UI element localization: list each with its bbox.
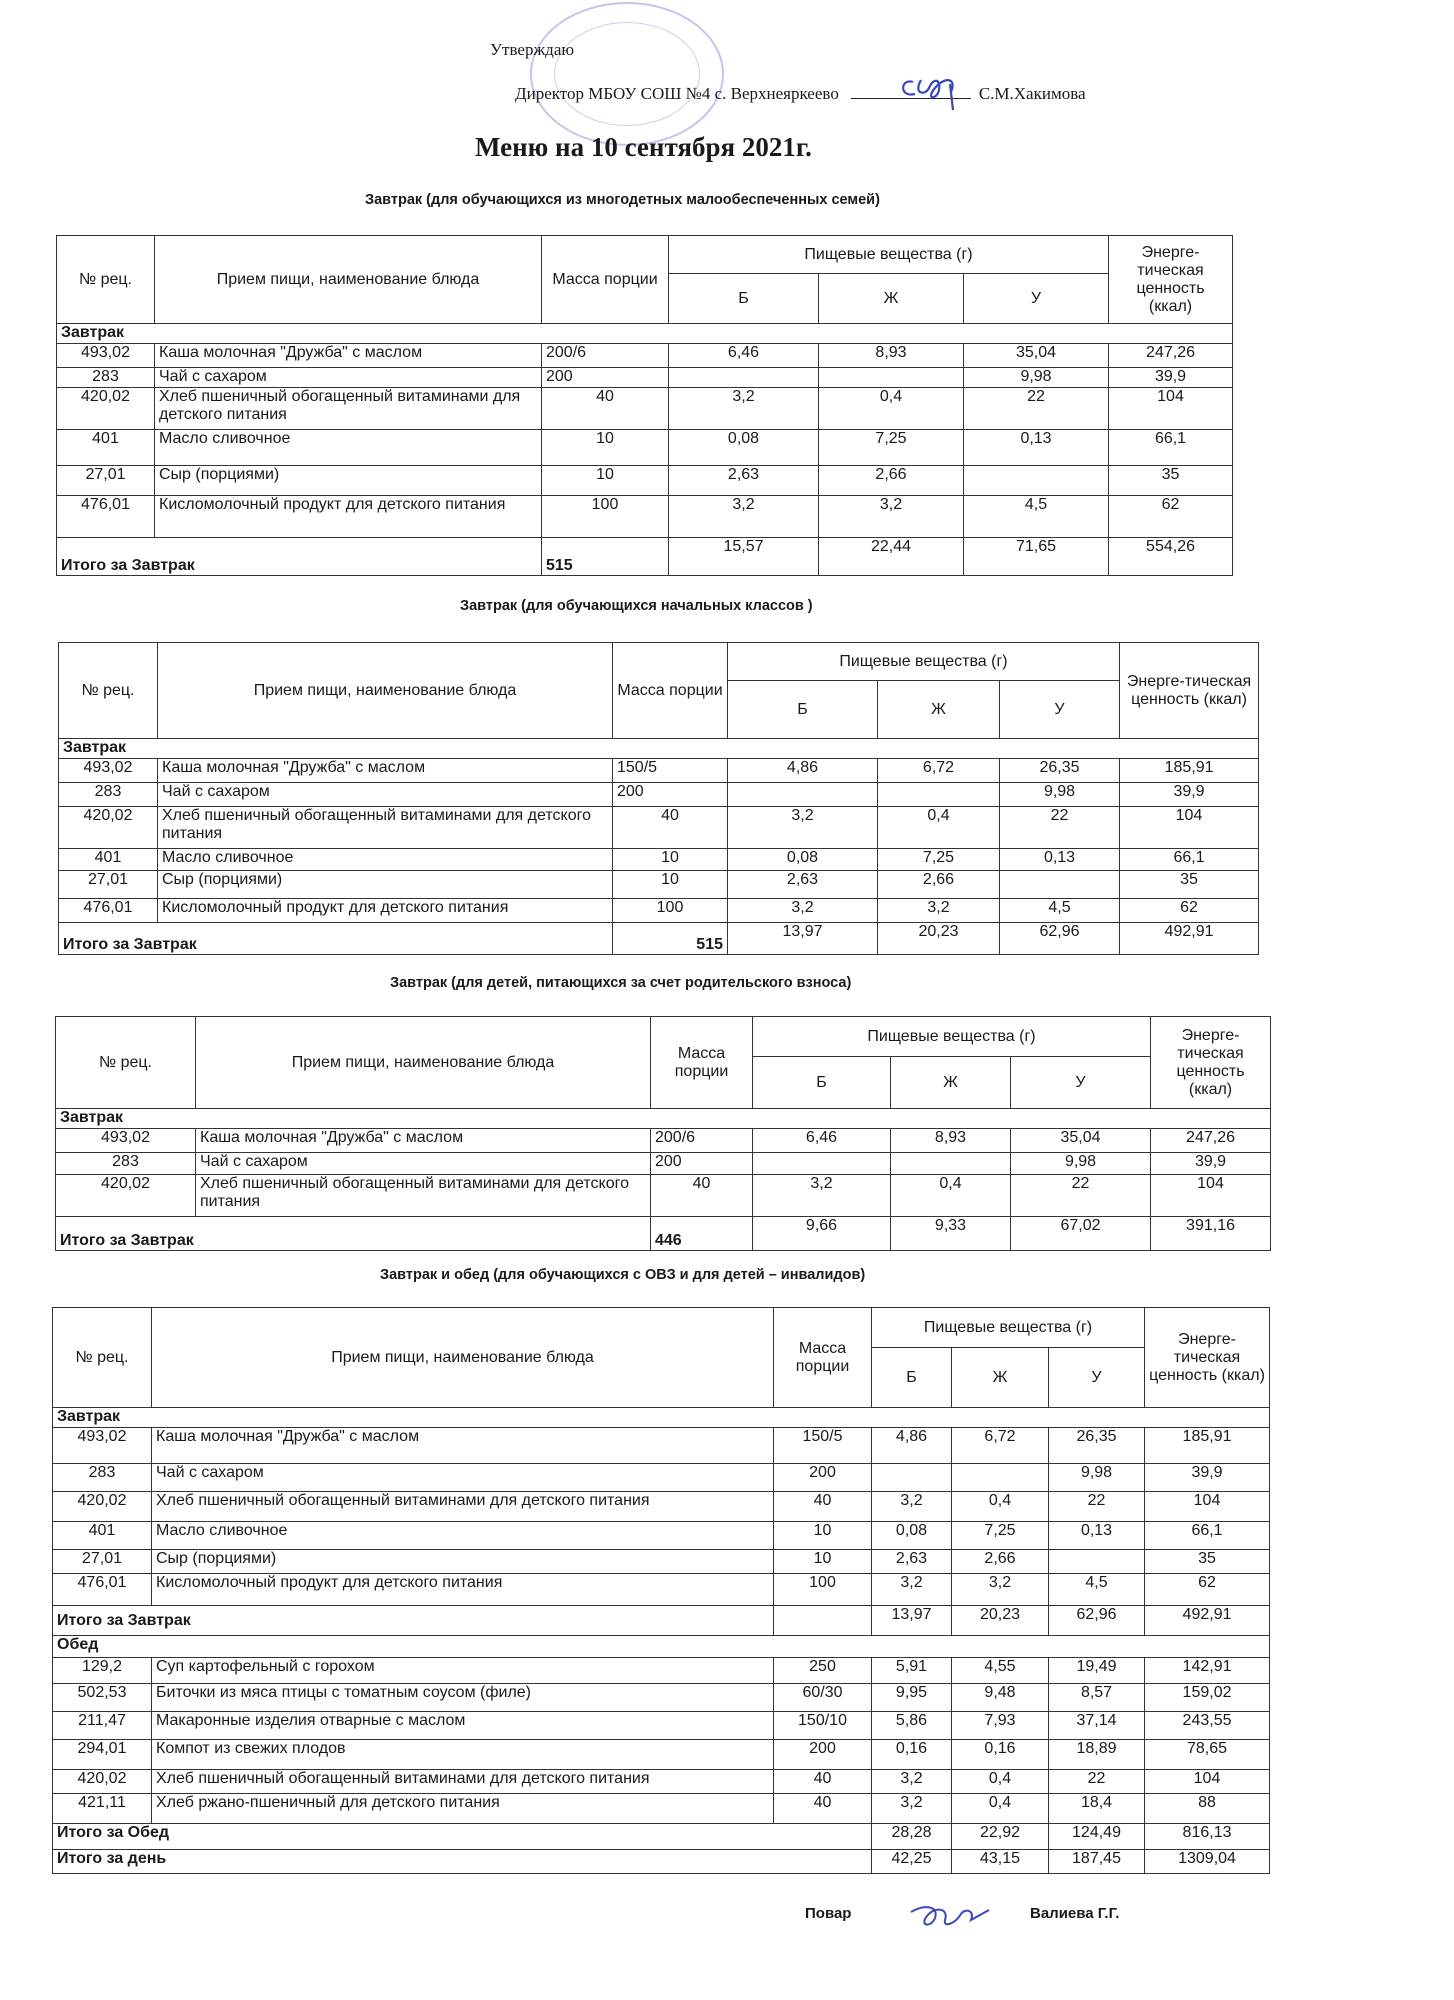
col-u: У bbox=[1049, 1348, 1145, 1408]
table-row: 27,01 Сыр (порциями) 10 2,63 2,66 35 bbox=[53, 1550, 1270, 1574]
meal-heading: Завтрак bbox=[57, 324, 1233, 344]
director-line bbox=[515, 84, 1086, 104]
table-row: 294,01 Компот из свежих плодов 200 0,16 0,16 18,89 78,65 bbox=[53, 1740, 1270, 1770]
total-row: Итого за Завтрак 515 13,97 20,23 62,96 492,91 bbox=[59, 923, 1259, 955]
table-row: 420,02 Хлеб пшеничный обогащенный витаминами для детского питания 40 3,2 0,4 22 104 bbox=[57, 388, 1233, 430]
meal-heading: Завтрак bbox=[53, 1408, 1270, 1428]
table-row: 421,11 Хлеб ржано-пшеничный для детского питания 40 3,2 0,4 18,4 88 bbox=[53, 1794, 1270, 1824]
table-row: 493,02 Каша молочная "Дружба" с маслом 200/6 6,46 8,93 35,04 247,26 bbox=[57, 344, 1233, 368]
col-nutrients: Пищевые вещества (г) bbox=[669, 236, 1109, 274]
col-name: Прием пищи, наименование блюда bbox=[158, 643, 613, 739]
col-zh: Ж bbox=[878, 681, 1000, 739]
menu-table-1 bbox=[56, 235, 1233, 576]
table-row: 211,47 Макаронные изделия отварные с маслом 150/10 5,86 7,93 37,14 243,55 bbox=[53, 1712, 1270, 1740]
table-row: 476,01 Кисломолочный продукт для детского питания 100 3,2 3,2 4,5 62 bbox=[53, 1574, 1270, 1606]
total-row-lunch: Итого за Обед 28,28 22,92 124,49 816,13 bbox=[53, 1824, 1270, 1850]
col-nutrients: Пищевые вещества (г) bbox=[753, 1017, 1151, 1057]
col-name: Прием пищи, наименование блюда bbox=[155, 236, 542, 324]
col-mass: Масса порции bbox=[542, 236, 669, 324]
menu-table-3 bbox=[55, 1016, 1271, 1251]
approve-label: Утверждаю bbox=[490, 40, 575, 59]
section-caption: Завтрак (для детей, питающихся за счет родительского взноса) bbox=[390, 975, 852, 991]
col-zh: Ж bbox=[819, 274, 964, 324]
col-zh: Ж bbox=[952, 1348, 1049, 1408]
col-b: Б bbox=[728, 681, 878, 739]
total-row: Итого за Завтрак 515 15,57 22,44 71,65 554,26 bbox=[57, 538, 1233, 576]
col-b: Б bbox=[669, 274, 819, 324]
section-caption: Завтрак и обед (для обучающихся с ОВЗ и для детей – инвалидов) bbox=[380, 1267, 866, 1283]
page-title: Меню на 10 сентября 2021г. bbox=[475, 132, 812, 162]
col-b: Б bbox=[872, 1348, 952, 1408]
table-row: 401 Масло сливочное 10 0,08 7,25 0,13 66,1 bbox=[57, 430, 1233, 466]
table-row: 493,02 Каша молочная "Дружба" с маслом 200/6 6,46 8,93 35,04 247,26 bbox=[56, 1129, 1271, 1153]
table-row: 283 Чай с сахаром 200 9,98 39,9 bbox=[59, 783, 1259, 807]
section-caption: Завтрак (для обучающихся из многодетных малообеспеченных семей) bbox=[365, 192, 880, 208]
meal-heading: Завтрак bbox=[56, 1109, 1271, 1129]
director-signature bbox=[895, 64, 975, 114]
cook-label: Повар bbox=[805, 1905, 852, 1922]
col-num: № рец. bbox=[59, 643, 158, 739]
col-name: Прием пищи, наименование блюда bbox=[152, 1308, 774, 1408]
meal-heading: Завтрак bbox=[59, 739, 1259, 759]
col-nutrients: Пищевые вещества (г) bbox=[872, 1308, 1145, 1348]
total-row: Итого за Завтрак 446 9,66 9,33 67,02 391,16 bbox=[56, 1217, 1271, 1251]
col-mass: Масса порции bbox=[651, 1017, 753, 1109]
table-row: 476,01 Кисломолочный продукт для детского питания 100 3,2 3,2 4,5 62 bbox=[59, 899, 1259, 923]
table-row: 420,02 Хлеб пшеничный обогащенный витаминами для детского питания 40 3,2 0,4 22 104 bbox=[56, 1175, 1271, 1217]
table-row: 493,02 Каша молочная "Дружба" с маслом 150/5 4,86 6,72 26,35 185,91 bbox=[59, 759, 1259, 783]
menu-table-2 bbox=[58, 642, 1259, 955]
table-row: 502,53 Биточки из мяса птицы с томатным соусом (филе) 60/30 9,95 9,48 8,57 159,02 bbox=[53, 1684, 1270, 1712]
col-num: № рец. bbox=[53, 1308, 152, 1408]
table-row: 27,01 Сыр (порциями) 10 2,63 2,66 35 bbox=[59, 871, 1259, 899]
col-num: № рец. bbox=[57, 236, 155, 324]
col-nutrients: Пищевые вещества (г) bbox=[728, 643, 1120, 681]
table-row: 129,2 Суп картофельный с горохом 250 5,91 4,55 19,49 142,91 bbox=[53, 1658, 1270, 1684]
total-row-day: Итого за день 42,25 43,15 187,45 1309,04 bbox=[53, 1850, 1270, 1874]
menu-table-4 bbox=[52, 1307, 1270, 1874]
table-row: 420,02 Хлеб пшеничный обогащенный витаминами для детского питания 40 3,2 0,4 22 104 bbox=[59, 807, 1259, 849]
col-u: У bbox=[964, 274, 1109, 324]
cook-name: Валиева Г.Г. bbox=[1030, 1905, 1120, 1922]
table-row: 283 Чай с сахаром 200 9,98 39,9 bbox=[57, 368, 1233, 388]
table-row: 401 Масло сливочное 10 0,08 7,25 0,13 66,1 bbox=[53, 1522, 1270, 1550]
col-mass: Масса порции bbox=[774, 1308, 872, 1408]
section-caption: Завтрак (для обучающихся начальных классов ) bbox=[460, 598, 813, 614]
col-energy: Энерге-тическая ценность (ккал) bbox=[1109, 236, 1233, 324]
table-row: 420,02 Хлеб пшеничный обогащенный витаминами для детского питания 40 3,2 0,4 22 104 bbox=[53, 1770, 1270, 1794]
director-title: Директор МБОУ СОШ №4 с. Верхнеяркеево bbox=[515, 84, 839, 103]
table-row: 420,02 Хлеб пшеничный обогащенный витаминами для детского питания 40 3,2 0,4 22 104 bbox=[53, 1492, 1270, 1522]
director-name: С.М.Хакимова bbox=[978, 84, 1086, 103]
meal-heading-lunch: Обед bbox=[53, 1636, 1270, 1658]
col-energy: Энерге-тическая ценность (ккал) bbox=[1151, 1017, 1271, 1109]
col-name: Прием пищи, наименование блюда bbox=[196, 1017, 651, 1109]
table-row: 27,01 Сыр (порциями) 10 2,63 2,66 35 bbox=[57, 466, 1233, 496]
table-row: 476,01 Кисломолочный продукт для детского питания 100 3,2 3,2 4,5 62 bbox=[57, 496, 1233, 538]
cook-signature bbox=[905, 1898, 995, 1932]
official-seal bbox=[530, 2, 724, 146]
col-u: У bbox=[1000, 681, 1120, 739]
total-row: Итого за Завтрак 13,97 20,23 62,96 492,91 bbox=[53, 1606, 1270, 1636]
table-row: 401 Масло сливочное 10 0,08 7,25 0,13 66,1 bbox=[59, 849, 1259, 871]
col-energy: Энерге-тическая ценность (ккал) bbox=[1120, 643, 1259, 739]
col-mass: Масса порции bbox=[613, 643, 728, 739]
col-zh: Ж bbox=[891, 1057, 1011, 1109]
col-b: Б bbox=[753, 1057, 891, 1109]
col-num: № рец. bbox=[56, 1017, 196, 1109]
table-row: 283 Чай с сахаром 200 9,98 39,9 bbox=[53, 1464, 1270, 1492]
table-row: 493,02 Каша молочная "Дружба" с маслом 150/5 4,86 6,72 26,35 185,91 bbox=[53, 1428, 1270, 1464]
col-energy: Энерге-тическая ценность (ккал) bbox=[1145, 1308, 1270, 1408]
table-row: 283 Чай с сахаром 200 9,98 39,9 bbox=[56, 1153, 1271, 1175]
col-u: У bbox=[1011, 1057, 1151, 1109]
